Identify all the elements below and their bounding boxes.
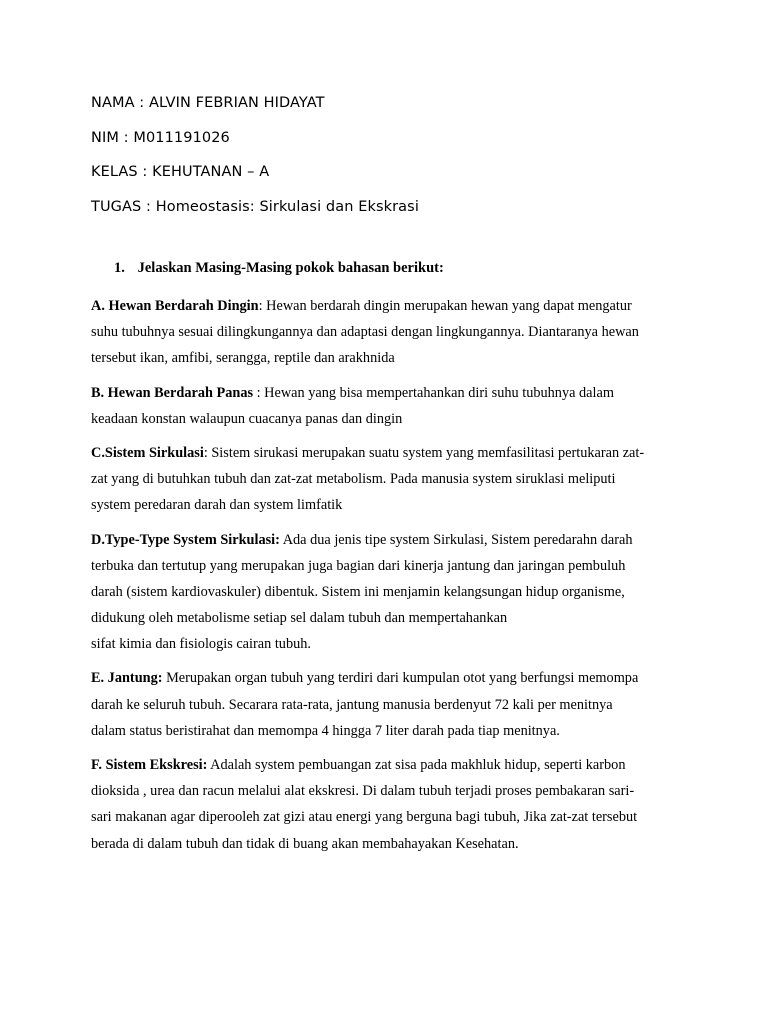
paragraph-line <box>91 665 681 691</box>
section-hewan-berdarah-panas <box>91 380 681 432</box>
paragraph-line: darah (sistem kardiovaskuler) dibentuk. Sistem ini menjamin kelangsungan hidup organisme, <box>91 583 625 600</box>
paragraph-line <box>91 380 681 406</box>
paragraph-line: system peredaran darah dan system limfatik <box>91 497 343 514</box>
section-text: Ada dua jenis tipe system Sirkulasi, Sistem peredarahn darah <box>279 531 633 548</box>
section-text: : Sistem sirukasi merupakan suatu system yang memfasilitasi pertukaran zat- <box>203 444 645 461</box>
paragraph-line <box>91 293 681 319</box>
paragraph-line: didukung oleh metabolisme setiap sel dalam tubuh dan mempertahankan <box>91 610 508 627</box>
student-name: NAMA : ALVIN FEBRIAN HIDAYAT <box>91 95 325 111</box>
section-text: : Hewan berdarah dingin merupakan hewan yang dapat mengatur <box>258 298 632 314</box>
section-jantung <box>91 665 681 744</box>
section-term: A. Hewan Berdarah Dingin <box>91 298 259 314</box>
section-term: D.Type-Type System Sirkulasi: <box>91 531 280 548</box>
paragraph-line: terbuka dan tertutup yang merupakan juga bagian dari kinerja jantung dan jaringan pembuluh <box>91 557 626 574</box>
section-sistem-sirkulasi <box>91 440 681 519</box>
paragraph-line: zat yang di butuhkan tubuh dan zat-zat metabolism. Pada manusia system siruklasi meliputi <box>91 471 616 488</box>
paragraph-line <box>91 527 681 553</box>
question-heading <box>114 257 674 279</box>
student-class: KELAS : KEHUTANAN – A <box>91 164 270 180</box>
question-number: 1. <box>114 260 125 276</box>
paragraph-line: berada di dalam tubuh dan tidak di buang akan membahayakan Kesehatan. <box>91 835 519 852</box>
paragraph-line: darah ke seluruh tubuh. Secarara rata-rata, jantung manusia berdenyut 72 kali per menitnya <box>91 696 613 713</box>
paragraph-line: dalam status beristirahat dan memompa 4 hingga 7 liter darah pada tiap menitnya. <box>91 722 560 739</box>
paragraph-line: dioksida , urea dan racun melalui alat ekskresi. Di dalam tubuh terjadi proses pembakaran sari- <box>91 783 635 800</box>
paragraph-line <box>91 440 681 466</box>
answer-sections <box>91 293 681 865</box>
section-text: Adalah system pembuangan zat sisa pada makhluk hidup, seperti karbon <box>207 757 626 773</box>
question-text: Jelaskan Masing-Masing pokok bahasan berikut: <box>137 260 444 276</box>
section-type-system-sirkulasi <box>91 527 681 658</box>
section-term: E. Jantung: <box>91 670 163 687</box>
student-nim: NIM : M011191026 <box>91 129 230 146</box>
section-hewan-berdarah-dingin <box>91 293 681 372</box>
paragraph-line: sari makanan agar diperooleh zat gizi atau energi yang berguna bagi tubuh, Jika zat-zat tersebut <box>91 809 638 826</box>
paragraph-line: keadaan konstan walaupun cuacanya panas dan dingin <box>91 410 403 427</box>
paragraph-line: sifat kimia dan fisiologis cairan tubuh. <box>91 636 311 653</box>
section-text: Merupakan organ tubuh yang terdiri dari kumpulan otot yang berfungsi memompa <box>162 670 639 687</box>
section-sistem-ekskresi <box>91 752 681 857</box>
assignment-title: TUGAS : Homeostasis: Sirkulasi dan Ekskrasi <box>91 198 419 215</box>
section-term: B. Hewan Berdarah Panas <box>91 384 254 401</box>
paragraph-line: tersebut ikan, amfibi, serangga, reptile dan arakhnida <box>91 350 395 367</box>
section-term: C.Sistem Sirkulasi <box>91 444 204 461</box>
section-text: : Hewan yang bisa mempertahankan diri suhu tubuhnya dalam <box>253 384 614 401</box>
paragraph-line <box>91 752 681 778</box>
section-term: F. Sistem Ekskresi: <box>91 757 208 773</box>
paragraph-line: suhu tubuhnya sesuai dilingkungannya dan adaptasi dengan lingkungannya. Diantaranya hewan <box>91 324 639 341</box>
student-info <box>91 93 691 231</box>
